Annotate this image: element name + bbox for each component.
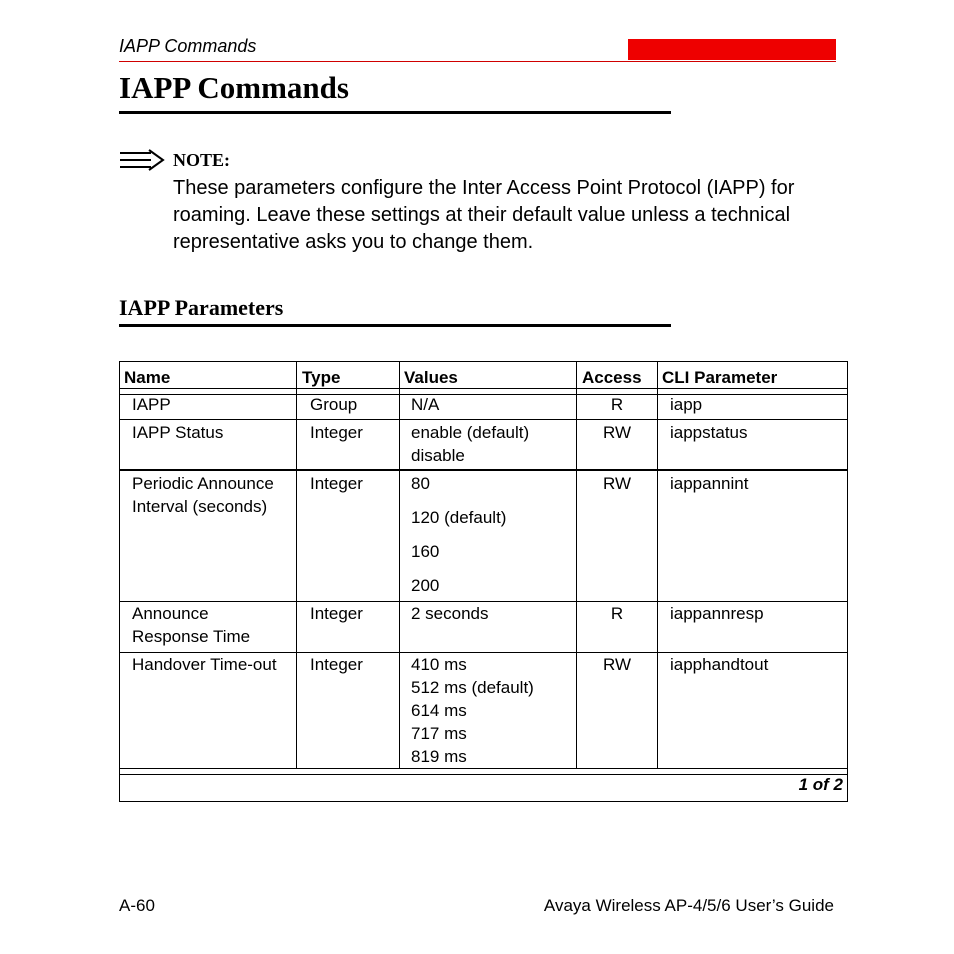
- cell-type: Group: [310, 395, 358, 414]
- column-divider: [657, 362, 658, 769]
- guide-title: Avaya Wireless AP-4/5/6 User’s Guide: [543, 896, 834, 915]
- name-line: Response Time: [132, 627, 251, 646]
- name-line: Periodic Announce: [132, 474, 274, 493]
- value-item: enable (default): [411, 423, 530, 442]
- value-item: 614 ms: [411, 701, 467, 720]
- value-item: 410 ms: [411, 655, 467, 674]
- cell-cli-parameter: iapp: [670, 395, 703, 414]
- value-item: 160: [411, 542, 440, 561]
- value-item: 200: [411, 576, 440, 595]
- cell-name: [132, 602, 250, 648]
- row-divider: [120, 394, 847, 395]
- cell-access: R: [610, 395, 624, 414]
- row-divider: [120, 768, 847, 769]
- row-divider: [120, 419, 847, 420]
- cell-access: RW: [602, 474, 631, 493]
- column-header-cli-parameter: CLI Parameter: [662, 368, 778, 387]
- cell-cli-parameter: iappstatus: [670, 423, 748, 442]
- value-item: 2 seconds: [411, 604, 489, 623]
- value-item: 120 (default): [411, 508, 507, 527]
- table-page-indicator: 1 of 2: [798, 775, 843, 794]
- column-header-access: Access: [582, 368, 642, 387]
- column-divider: [399, 362, 400, 769]
- column-header-name: Name: [124, 368, 171, 387]
- cell-values: [411, 472, 506, 597]
- cell-cli-parameter: iappannint: [670, 474, 749, 493]
- name-line: Announce: [132, 604, 209, 623]
- section-rule: [119, 324, 671, 327]
- cell-cli-parameter: iappannresp: [670, 604, 764, 623]
- cell-type: Integer: [310, 474, 363, 493]
- cell-values: [411, 602, 489, 625]
- cell-access: RW: [602, 655, 631, 674]
- value-item: 717 ms: [411, 724, 467, 743]
- note-label: NOTE:: [173, 150, 231, 170]
- cell-cli-parameter: iapphandtout: [670, 655, 769, 674]
- running-header: IAPP Commands: [119, 36, 257, 56]
- cell-name: IAPP: [132, 395, 171, 414]
- cell-values: [411, 393, 439, 416]
- name-line: Interval (seconds): [132, 497, 268, 516]
- cell-name: [132, 472, 274, 518]
- column-header-type: Type: [302, 368, 341, 387]
- note-text: These parameters configure the Inter Access Point Protocol (IAPP) for roaming. Leave these settings at their default value unless a technical representative asks you to change them.: [173, 177, 795, 253]
- cell-access: RW: [602, 423, 631, 442]
- header-rule: [119, 61, 836, 62]
- page-number: A-60: [119, 896, 155, 915]
- page-title: IAPP Commands: [119, 70, 349, 105]
- cell-type: Integer: [310, 604, 363, 623]
- cell-values: [411, 653, 534, 768]
- title-rule: [119, 111, 671, 114]
- header-color-bar: [628, 39, 836, 60]
- note-arrow-icon: [119, 149, 165, 171]
- row-divider: [120, 469, 847, 471]
- cell-values: [411, 421, 529, 467]
- cell-name: Handover Time-out: [132, 655, 277, 674]
- cell-access: R: [610, 604, 624, 623]
- cell-name: IAPP Status: [132, 423, 224, 442]
- value-item: N/A: [411, 395, 440, 414]
- row-divider: [120, 774, 847, 775]
- cell-type: Integer: [310, 423, 363, 442]
- section-heading: IAPP Parameters: [119, 295, 284, 320]
- value-item: 819 ms: [411, 747, 467, 766]
- value-item: 512 ms (default): [411, 678, 534, 697]
- value-item: 80: [411, 474, 430, 493]
- column-header-values: Values: [404, 368, 458, 387]
- column-divider: [296, 362, 297, 769]
- value-item: disable: [411, 446, 465, 465]
- cell-type: Integer: [310, 655, 363, 674]
- iapp-parameters-table: [119, 361, 848, 802]
